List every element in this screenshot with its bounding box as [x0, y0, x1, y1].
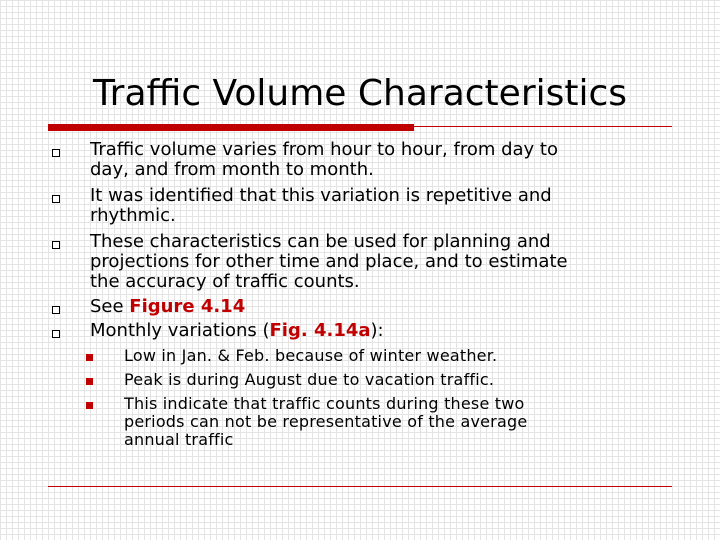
sub-bullet-text: [124, 347, 684, 365]
sub-bullet-line: This indicate that traffic counts during these two: [124, 394, 525, 413]
sub-bullet-text: [124, 371, 684, 389]
sub-bullet-line: annual traffic: [124, 430, 234, 449]
filled-square-bullet-icon: [86, 354, 93, 361]
filled-square-bullet-icon: [86, 402, 93, 409]
sub-bullet-line: periods can not be representative of the average: [124, 412, 528, 431]
bullet-text: [90, 297, 680, 317]
bullet-line: Traffic volume varies from hour to hour, from day to: [90, 139, 558, 160]
figure-reference-link: Figure 4.14: [129, 296, 246, 317]
bullet-line: It was identified that this variation is repetitive and: [90, 185, 552, 206]
title-underline-thin: [414, 126, 672, 127]
footer-rule: [48, 486, 672, 487]
sub-bullet-line: Peak is during August due to vacation traffic.: [124, 370, 495, 389]
hollow-square-bullet-icon: [52, 330, 60, 338]
filled-square-bullet-icon: [86, 378, 93, 385]
bullet-line: rhythmic.: [90, 205, 176, 226]
sub-bullet-line: Low in Jan. & Feb. because of winter weather.: [124, 346, 498, 365]
hollow-square-bullet-icon: [52, 241, 60, 249]
bullet-line: the accuracy of traffic counts.: [90, 271, 360, 292]
title-underline-accent: [48, 124, 414, 131]
hollow-square-bullet-icon: [52, 306, 60, 314]
bullet-suffix: ):: [370, 320, 384, 341]
hollow-square-bullet-icon: [52, 149, 60, 157]
bullet-text: [90, 232, 680, 292]
sub-bullet-text: [124, 395, 684, 449]
bullet-line: day, and from month to month.: [90, 159, 374, 180]
bullet-line: These characteristics can be used for planning and: [90, 231, 551, 252]
bullet-text: [90, 321, 680, 341]
bullet-text: [90, 186, 680, 226]
slide-title: Traffic Volume Characteristics: [92, 73, 628, 114]
bullet-prefix: See: [90, 296, 130, 317]
bullet-text: [90, 140, 680, 180]
bullet-prefix: Monthly variations (: [90, 320, 270, 341]
hollow-square-bullet-icon: [52, 195, 60, 203]
figure-reference-link: Fig. 4.14a: [269, 320, 371, 341]
bullet-line: projections for other time and place, and to estimate: [90, 251, 568, 272]
